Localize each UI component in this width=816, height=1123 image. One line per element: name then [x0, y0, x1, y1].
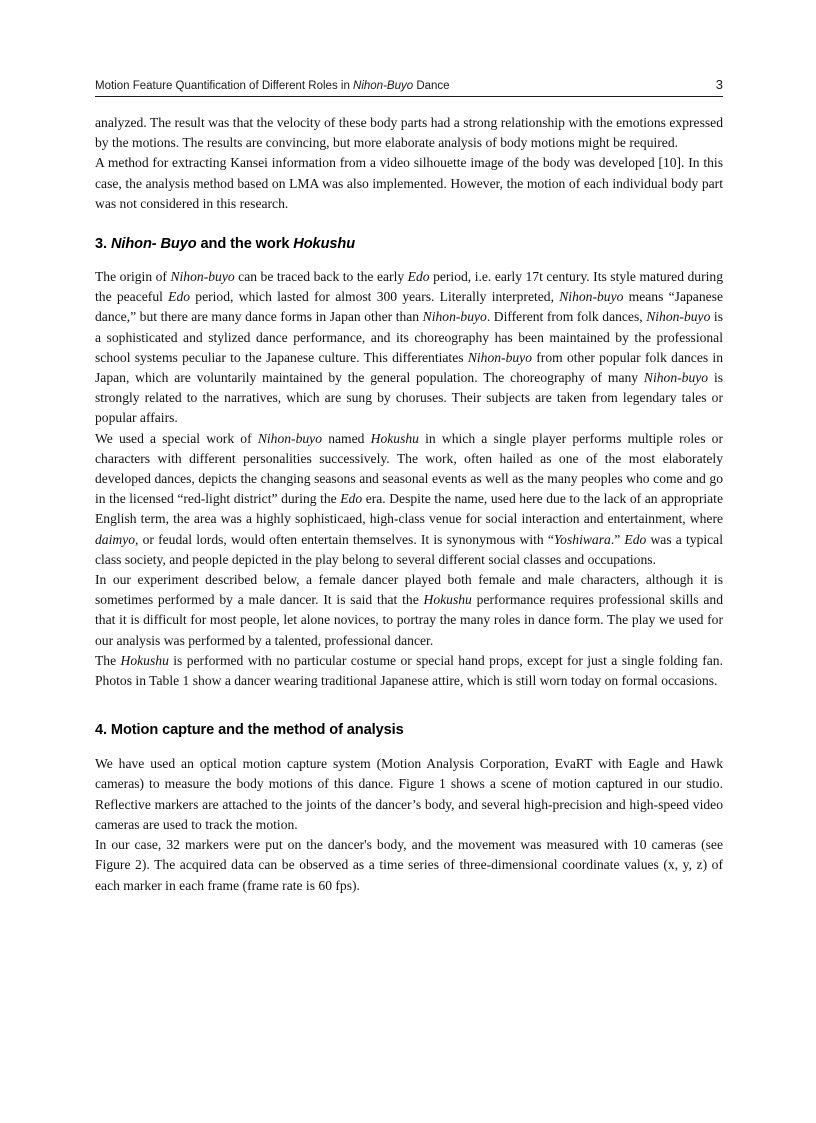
emphasis-term: Nihon- Buyo [110, 236, 197, 253]
emphasis-term: Nihon-buyo [559, 289, 624, 305]
heading-section-4: 4. Motion capture and the method of analysis [95, 722, 404, 739]
emphasis-term: Nihon-Buyo [353, 80, 414, 92]
paragraph-experiment-female-dancer: In our experiment described below, a female dancer played both female and male characters, although it is sometimes performed by a male dancer. It is said that the Hokushu performance requires professional skills and that it is difficult for most people, let alone novices, to portray the many roles in dance form. The play we used for our analysis was performed by a talented, professional dancer. [95, 572, 723, 648]
paragraph-origin-of-nihon-buyo: The origin of Nihon-buyo can be traced back to the early Edo period, i.e. early 17t century. Its style matured during the peaceful Edo period, which lasted for almost 300 years. Literally interpreted, Nihon-buyo means “Japanese dance,” but there are many dance forms in Japan other than Nihon-buyo. Different from folk dances, Nihon-buyo is a sophisticated and stylized dance performance, and its choreography has been maintained by the professional school systems peculiar to the Japanese culture. This differentiates Nihon-buyo from other popular folk dances in Japan, which are voluntarily maintained by the general population. The choreography of many Nihon-buyo is strongly related to the narratives, which are sung by choruses. Their subjects are taken from legendary tales or popular affairs. [95, 269, 724, 426]
emphasis-term: Nihon-buyo [257, 430, 323, 446]
emphasis-term: Edo [340, 491, 363, 507]
paragraph-kansei-method: A method for extracting Kansei information from a video silhouette image of the body was developed [10]. In this case, the analysis method based on LMA was also implemented. However, the motion of each individual body part was not considered in this research. [95, 155, 723, 211]
emphasis-term: Nihon-buyo [422, 309, 487, 325]
running-head-title: Motion Feature Quantification of Different Roles in Nihon-Buyo Dance [95, 80, 450, 92]
paragraph-hokushu-special-work: We used a special work of Nihon-buyo named Hokushu in which a single player performs multiple roles or characters with different personalities successively. The work, often hailed as one of the most elaborately developed dances, depicts the changing seasons and seasonal events as well as the many peoples who come and go in the licensed “red-light district” during the Edo era. Despite the name, used here due to the lack of an appropriate English term, the area was a highly sophisticaed, high-class venue for social interaction and entertainment, where daimyo, or feudal lords, would often entertain themselves. It is synonymous with “Yoshiwara.” Edo was a typical class society, and people depicted in the play belong to several different social classes and occupations. [95, 430, 723, 567]
paragraph-32-markers: In our case, 32 markers were put on the dancer's body, and the movement was measured with 10 cameras (see Figure 2). The acquired data can be observed as a time series of three-dimensional coordinate values (x, y, z) of each marker in each frame (frame rate is 60 fps). [95, 837, 723, 893]
emphasis-term: Hokushu [120, 652, 169, 668]
paragraph-hokushu-costume: The Hokushu is performed with no particular costume or special hand props, except for just a single folding fan. Photos in Table 1 show a dancer wearing traditional Japanese attire, which is still worn today on formal occasions. [95, 652, 723, 689]
spacer-after-section-4 [95, 740, 723, 754]
emphasis-term: Hokushu [293, 236, 356, 253]
emphasis-term: Nihon-buyo [170, 269, 235, 285]
spacer-before-section-3 [95, 214, 723, 235]
document-body [95, 113, 723, 896]
spacer-before-section-4 [95, 691, 723, 721]
running-head [95, 78, 723, 96]
spacer-after-section-3 [95, 254, 723, 267]
emphasis-term: Edo [624, 531, 647, 547]
emphasis-term: Nihon-buyo [643, 370, 709, 386]
emphasis-term: Nihon-buyo [646, 309, 711, 325]
paragraph-analyzed-result: analyzed. The result was that the velocity of these body parts had a strong relationship with the emotions expressed by the motions. The results are convincing, but more elaborate analysis of body motions might be required. [95, 115, 723, 151]
page-content-column [95, 78, 723, 896]
emphasis-term: Hokushu [423, 592, 472, 608]
page-number: 3 [715, 77, 723, 92]
paragraph-motion-capture-system: We have used an optical motion capture system (Motion Analysis Corporation, EvaRT with Eagle and Hawk cameras) to measure the body motions of this dance. Figure 1 shows a scene of motion captured in our studio. Reflective markers are attached to the joints of the dancer’s body, and several high-precision and high-speed video cameras are used to track the motion. [95, 756, 723, 832]
emphasis-term: Edo [407, 269, 430, 285]
emphasis-term: Edo [168, 289, 191, 305]
running-head-rule [95, 96, 723, 97]
heading-section-3: 3. Nihon- Buyo and the work Hokushu [95, 236, 356, 253]
emphasis-term: Hokushu [370, 430, 419, 446]
emphasis-term: Nihon-buyo [467, 349, 532, 365]
emphasis-term: daimyo [95, 531, 136, 547]
emphasis-term: Yoshiwara [553, 531, 611, 547]
